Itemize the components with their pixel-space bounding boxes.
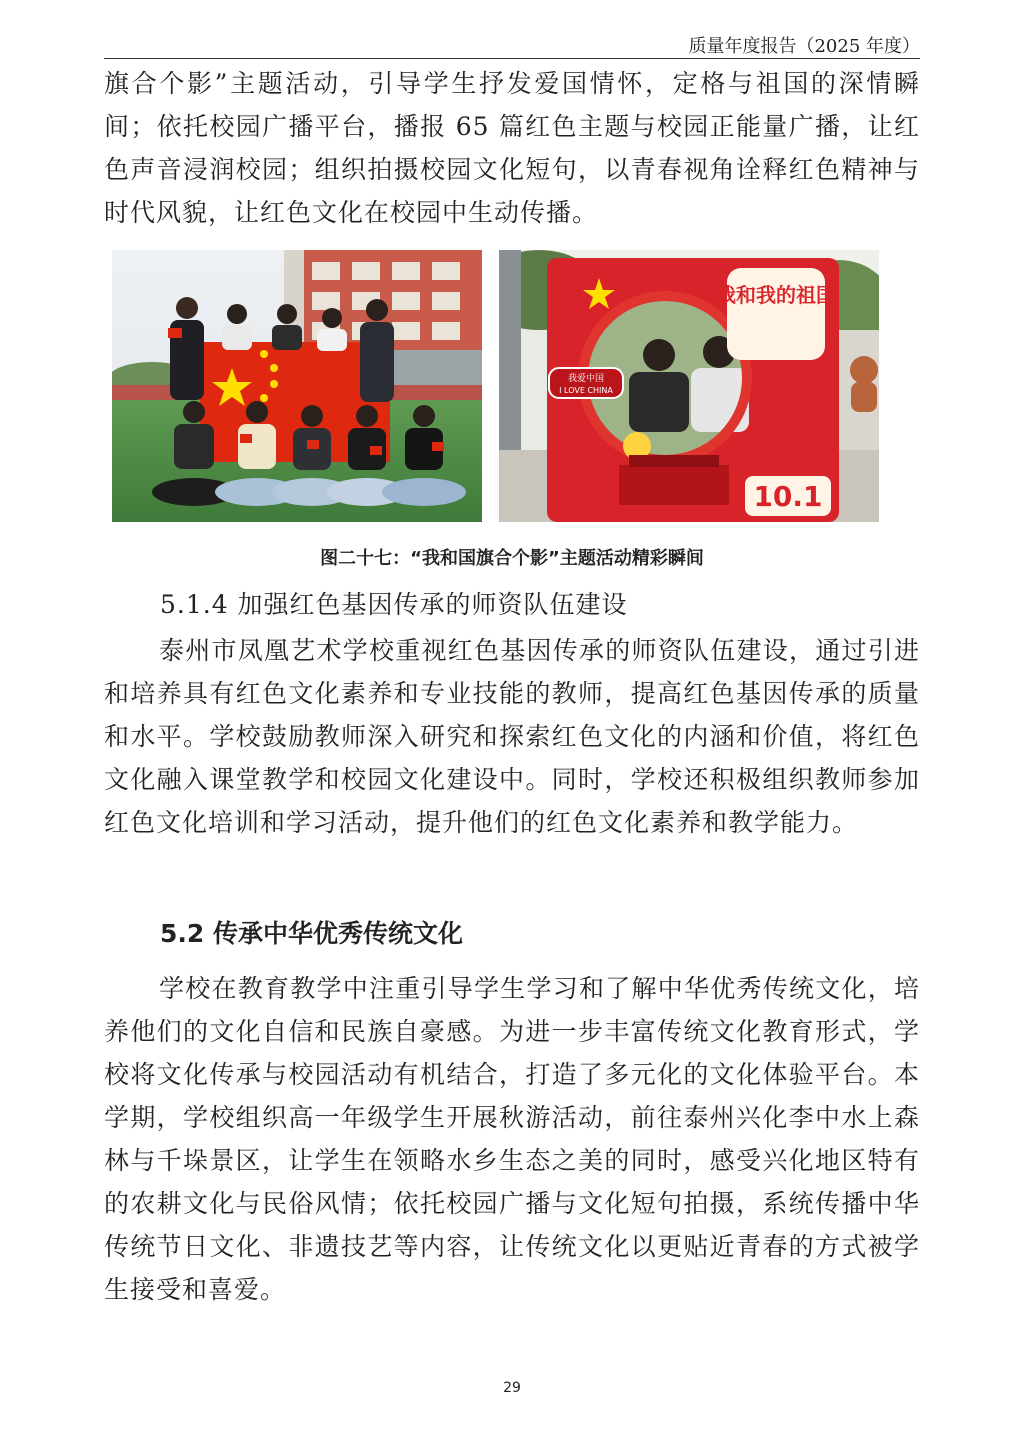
header-title: 质量年度报告（2025 年度）: [688, 36, 920, 57]
paragraph-red-culture-activities: 旗合个影”主题活动，引导学生抒发爱国情怀，定格与祖国的深情瞬间；依托校园广播平台，播报 65 篇红色主题与校园正能量广播，让红色声音浸润校园；组织拍摄校园文化短句，以青春视角诠释红色精神与时代风貌，让红色文化在校园中生动传播。: [104, 69, 920, 227]
frame-badge-cn: 我爱中国: [567, 374, 605, 384]
photo-students-with-flag-image: [112, 250, 482, 522]
page-number: 29: [503, 1380, 521, 1396]
frame-badge-en: I LOVE CHINA: [559, 386, 613, 395]
paragraph-teacher-team: 泰州市凤凰艺术学校重视红色基因传承的师资队伍建设，通过引进和培养具有红色文化素养和专业技能的教师，提高红色基因传承的质量和水平。学校鼓励教师深入研究和探索红色文化的内涵和价值，将红色文化融入课堂教学和校园文化建设中。同时，学校还积极组织教师参加红色文化培训和学习活动，提升他们的红色文化素养和教学能力。: [104, 636, 920, 837]
frame-title-text: 我和我的祖国: [716, 283, 836, 307]
section-heading: 5.2 传承中华优秀传统文化: [160, 919, 463, 948]
frame-date-text: 10.1: [753, 480, 823, 513]
figure-caption: 图二十七：“我和国旗合个影”主题活动精彩瞬间: [320, 548, 704, 569]
photo-students-in-frame-image: [499, 250, 879, 522]
paragraph-traditional-culture: 学校在教育教学中注重引导学生学习和了解中华优秀传统文化，培养他们的文化自信和民族自豪感。为进一步丰富传统文化教育形式，学校将文化传承与校园活动有机结合，打造了多元化的文化体验平台。本学期，学校组织高一年级学生开展秋游活动，前往泰州兴化李中水上森林与千垛景区，让学生在领略水乡生态之美的同时，感受兴化地区特有的农耕文化与民俗风情；依托校园广播与文化短句拍摄，系统传播中华传统节日文化、非遗技艺等内容，让传统文化以更贴近青春的方式被学生接受和喜爱。: [104, 974, 920, 1304]
photo-students-in-frame: [499, 250, 879, 522]
photo-students-with-flag: [112, 250, 482, 522]
header-divider: [104, 58, 920, 59]
section-subheading: 5.1.4 加强红色基因传承的师资队伍建设: [160, 590, 628, 619]
